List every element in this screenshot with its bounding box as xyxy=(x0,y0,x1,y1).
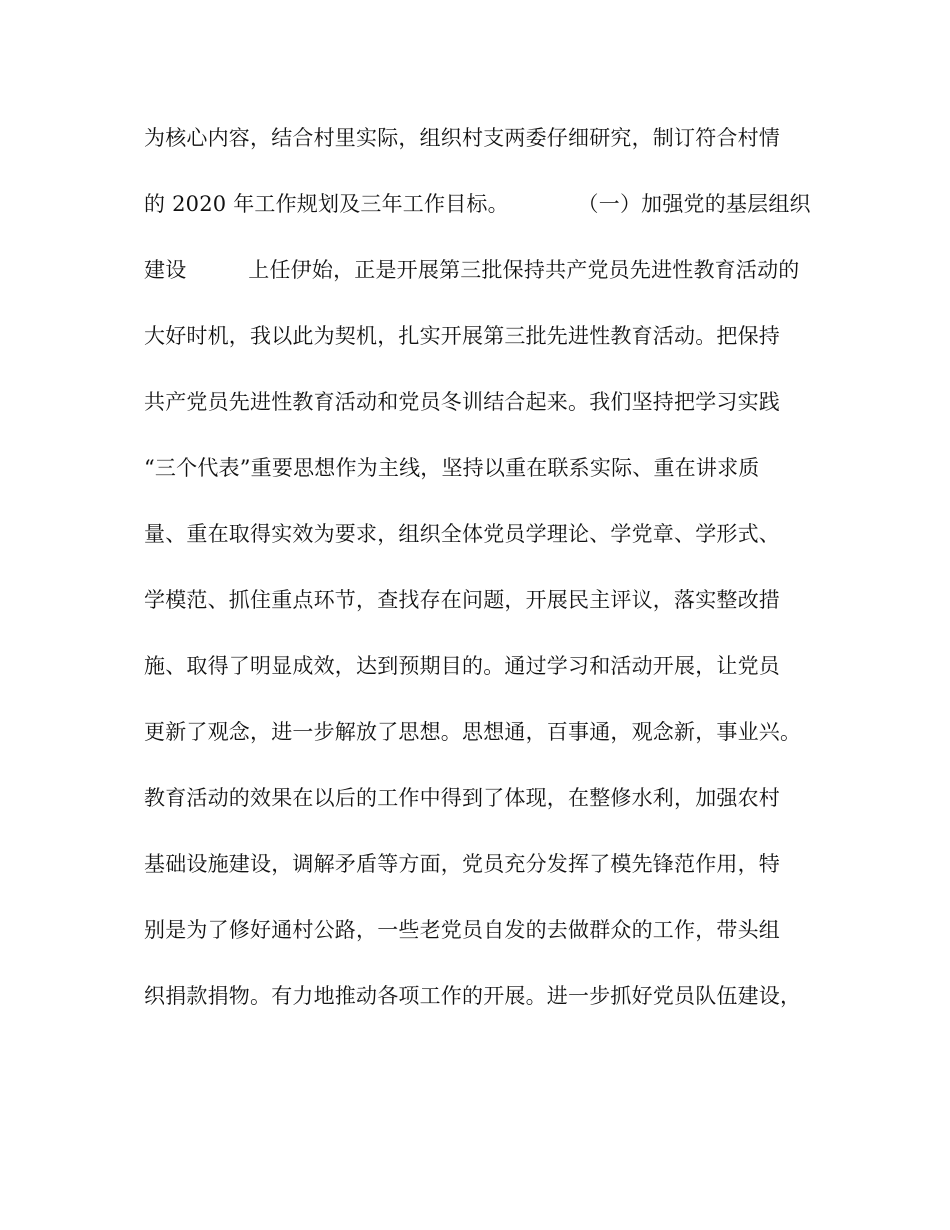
text-line: 量、重在取得实效为要求，组织全体党员学理论、学党章、学形式、 xyxy=(144,522,780,546)
text-line: 共产党员先进性教育活动和党员冬训结合起来。我们坚持把学习实践 xyxy=(144,390,780,414)
text-line: 教育活动的效果在以后的工作中得到了体现，在整修水利，加强农村 xyxy=(144,786,780,810)
body-text xyxy=(144,118,824,1042)
text-line: 织捐款捐物。有力地推动各项工作的开展。进一步抓好党员队伍建设， xyxy=(144,984,802,1008)
text-line: 基础设施建设，调解矛盾等方面，党员充分发挥了模先锋范作用，特 xyxy=(144,852,780,876)
text-line: 为核心内容，结合村里实际，组织村支两委仔细研究，制订符合村情 xyxy=(144,126,780,150)
text-line: 建设 上任伊始，正是开展第三批保持共产党员先进性教育活动的 xyxy=(144,258,800,282)
text-line: 别是为了修好通村公路，一些老党员自发的去做群众的工作，带头组 xyxy=(144,918,780,942)
text-line: 大好时机，我以此为契机，扎实开展第三批先进性教育活动。把保持 xyxy=(144,324,780,348)
text-line: 学模范、抓住重点环节，查找存在问题，开展民主评议，落实整改措 xyxy=(144,588,780,612)
text-line: 更新了观念，进一步解放了思想。思想通，百事通，观念新，事业兴。 xyxy=(144,720,802,744)
text-line: 施、取得了明显成效，达到预期目的。通过学习和活动开展，让党员 xyxy=(144,654,780,678)
text-line: “三个代表”重要思想作为主线，坚持以重在联系实际、重在讲求质 xyxy=(144,456,760,480)
text-line: 的 2020 年工作规划及三年工作目标。 （一）加强党的基层组织 xyxy=(144,192,811,216)
